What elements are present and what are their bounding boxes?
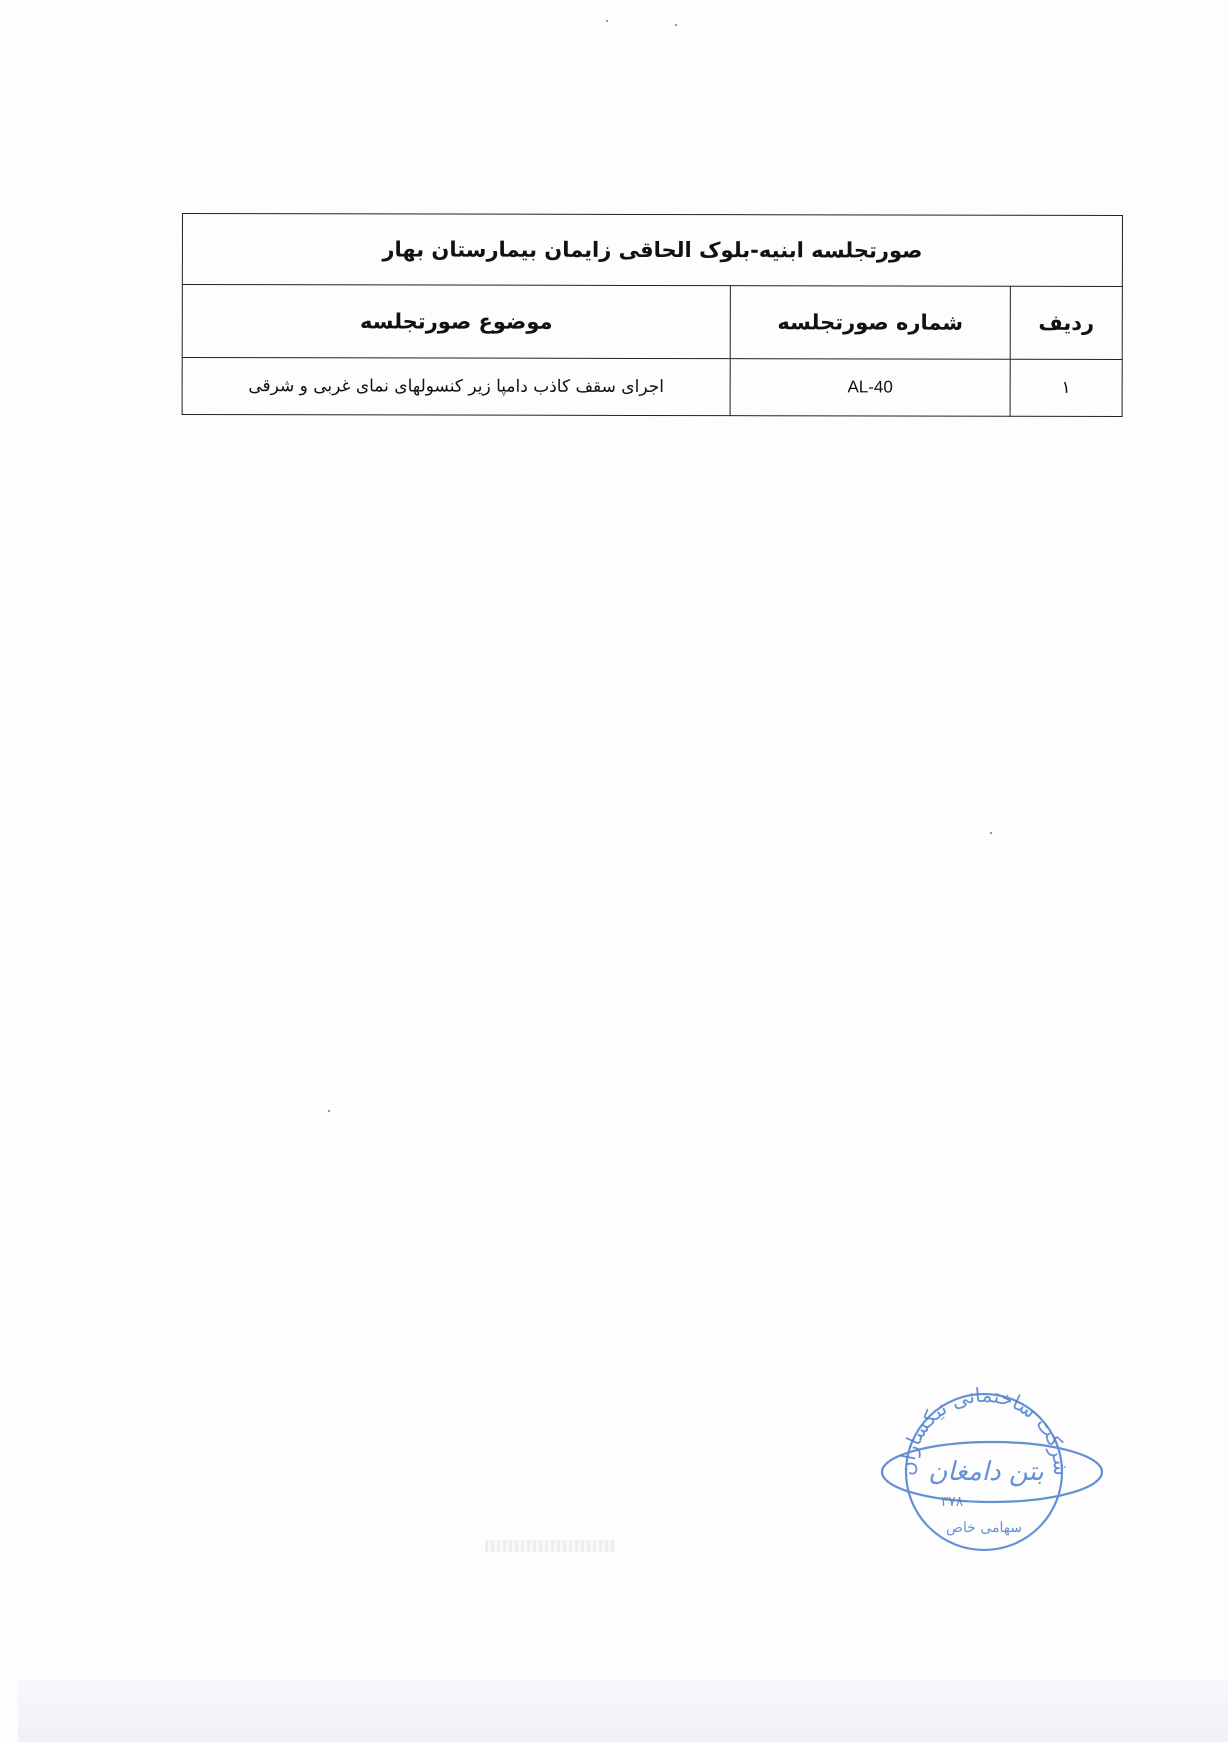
header-radif: ردیف bbox=[1010, 286, 1122, 359]
faint-scan-mark bbox=[485, 1540, 615, 1552]
table-row bbox=[182, 358, 1122, 417]
company-stamp-seal bbox=[874, 1372, 1106, 1562]
stamp-bottom-text: سهامی خاص bbox=[946, 1520, 1022, 1536]
minutes-table bbox=[182, 213, 1123, 417]
minutes-table-container bbox=[182, 213, 1123, 415]
table-title: صورتجلسه ابنیه-بلوک الحاقی زایمان بیمارستان بهار bbox=[182, 214, 1122, 287]
row-number: AL-40 bbox=[730, 359, 1010, 417]
header-subject: موضوع صورتجلسه bbox=[182, 285, 730, 359]
scan-bottom-band bbox=[18, 1680, 1228, 1742]
stamp-center-text: بتن دامغان bbox=[928, 1457, 1044, 1487]
row-radif: ۱ bbox=[1010, 359, 1122, 416]
header-number: شماره صورتجلسه bbox=[730, 286, 1010, 360]
stamp-number: ۳۷۸ bbox=[940, 1494, 964, 1510]
stamp-top-text: شرکت ساختمانی نیکسازان bbox=[894, 1382, 1074, 1477]
table-header-row bbox=[182, 285, 1122, 360]
table-title-row bbox=[182, 214, 1122, 287]
row-subject: اجرای سقف کاذب دامپا زیر کنسولهای نمای غربی و شرقی bbox=[182, 358, 730, 416]
